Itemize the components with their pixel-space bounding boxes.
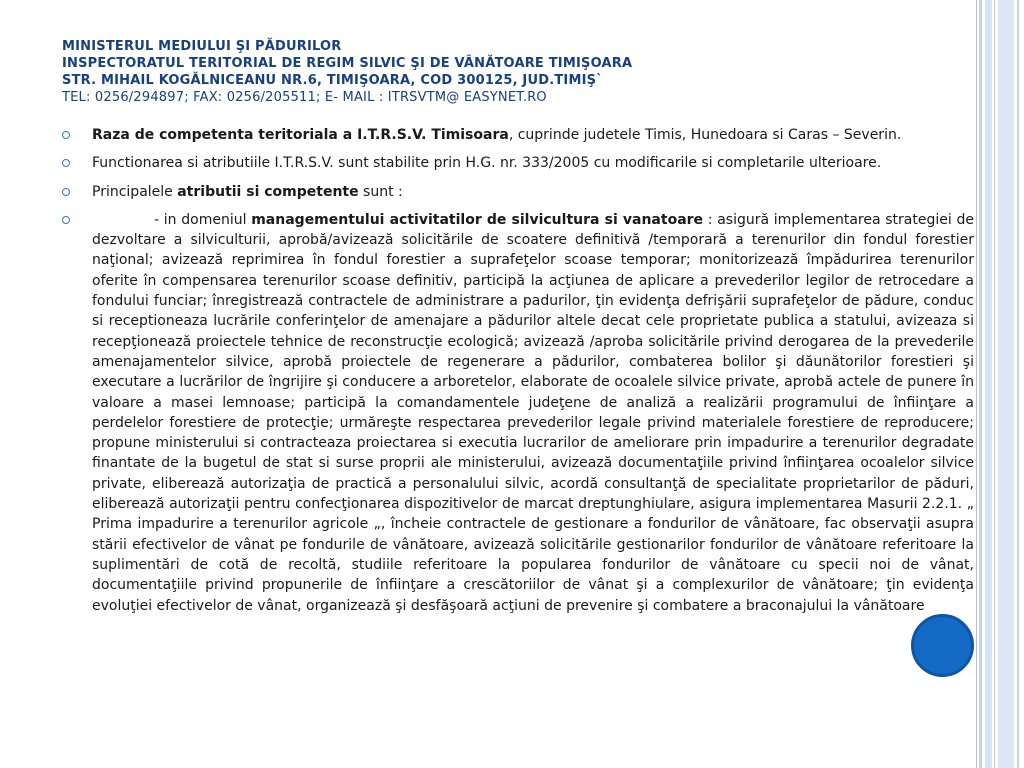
bullet-item-attributions xyxy=(62,182,974,202)
slide-header xyxy=(62,38,967,106)
bullet-text: , cuprinde judetele Timis, Hunedoara si Caras – Severin. xyxy=(508,127,902,143)
bullet-text-pre: - in domeniul xyxy=(154,211,252,228)
header-line-contact: TEL: 0256/294897; FAX: 0256/205511; E- MAIL : ITRSVTM@ EASYNET.RO xyxy=(62,90,547,105)
bullet-icon xyxy=(62,188,70,196)
header-line-ministry: MINISTERUL MEDIULUI ŞI PĂDURILOR xyxy=(62,39,342,54)
decorative-stripe xyxy=(994,0,995,768)
header-line-inspectorate: INSPECTORATUL TERITORIAL DE REGIM SILVIC ŞI DE VÂNĂTOARE TIMIŞOARA xyxy=(62,56,633,71)
decorative-stripe xyxy=(998,0,1014,768)
bullet-item-competence-area xyxy=(62,125,974,145)
bullet-bold-text: Raza de competenta teritoriala a I.T.R.S.V. Timisoara xyxy=(92,127,509,143)
bullet-text-post: sunt : xyxy=(358,183,403,200)
bullet-bold-text: atributii si competente xyxy=(177,183,359,200)
bullet-item-management-domain xyxy=(62,210,974,616)
bullet-text-post: : asigură implementarea strategiei de dezvoltare a silviculturii, aprobă/avizează solicitările de scoatere definitivă /temporară a terenurilor din fondul forestier naţional; avizează reprimirea în fondul forestier a suprafeţelor scoase temporar; monitorizează împădurirea terenurilor oferite în compensarea terenurilor scoase definitiv, participă la acţiunea de aplicare a prevederilor legilor de retrocedare a fondului funciar; înregistrează contractele de administrare a padurilor, ţin evidenţa defrişării suprafeţelor de pădure, conduc si receptioneaza lucrările conferinţelor de amenajare a pădurilor altele decat cele proprietate publica a statului, avizeaza si recepţionează proiectele tehnice de reconstrucţie ecologică; avizează /aproba solicitările privind derogarea de la prevederile amenajamentelor silvice, aprobă proiectele de regenerare a pădurilor, combaterea bolilor şi dăunătorilor forestieri şi executare a lucrărilor de îngrijire şi conducere a arboretelor, elaborate de ocoalele silvice private, aprobă actele de punere în valoare a masei lemnoase; participă la comandamentele judeţene de analiză a realizării programului de înfiinţare a perdelelor forestiere de protecţie; urmăreşte respectarea prevederilor legale privind materialele forestiere de reproducere; propune ministerului si contracteaza proiectarea si executia lucrarilor de ameliorare prin impadurire a terenurilor degradate finantate de la bugetul de stat si surse proprii ale ministerului, avizează documentaţiile privind înfiinţarea ocoalelor silvice private, eliberează autorizaţia de practică a personalului silvic, acordă consultanţă de specialitate proprietarilor de păduri, eliberează autorizaţii pentru confecţionarea dispozitivelor de marcat dreptunghiulare, asigura implementarea Masurii 2.2.1. „ Prima impadurire a terenurilor agricole „, încheie contractele de gestionare a fondurilor de vânătoare, fac observaţii asupra stării efectivelor de vânat pe fondurile de vânătoare, avizează solicitările gestionarilor fondurilor de vânătoare referitoare la suplimentări de cotă de recoltă, studiile referitoare la popularea fondurilor de vânătoare cu specii noi de vânat, documentaţiile privind propunerile de înfiinţare a crescătoriilor de vânat şi a complexurilor de vânătoare; ţin evidenţa evoluţiei efectivelor de vânat, organizează şi desfăşoară acţiuni de prevenire şi combatere a braconajului la vânătoare xyxy=(92,211,974,614)
decorative-stripe xyxy=(985,0,992,768)
bullet-text: Functionarea si atributiile I.T.R.S.V. sunt stabilite prin H.G. nr. 333/2005 cu modificarile si completarile ulterioare. xyxy=(92,155,882,172)
bullet-list xyxy=(62,125,974,624)
decorative-circle-button[interactable] xyxy=(911,614,974,677)
bullet-text-pre: Principalele xyxy=(92,183,178,200)
decorative-stripe xyxy=(979,0,982,768)
bullet-icon xyxy=(62,216,70,224)
bullet-icon xyxy=(62,131,70,139)
bullet-icon xyxy=(62,159,70,167)
header-line-address: STR. MIHAIL KOGĂLNICEANU NR.6, TIMIŞOARA, COD 300125, JUD.TIMIŞ` xyxy=(62,73,603,88)
decorative-stripe xyxy=(976,0,977,768)
bullet-item-functioning xyxy=(62,153,974,173)
decorative-stripe xyxy=(1017,0,1019,768)
bullet-bold-text: managementului activitatilor de silvicultura si vanatoare xyxy=(251,211,704,228)
